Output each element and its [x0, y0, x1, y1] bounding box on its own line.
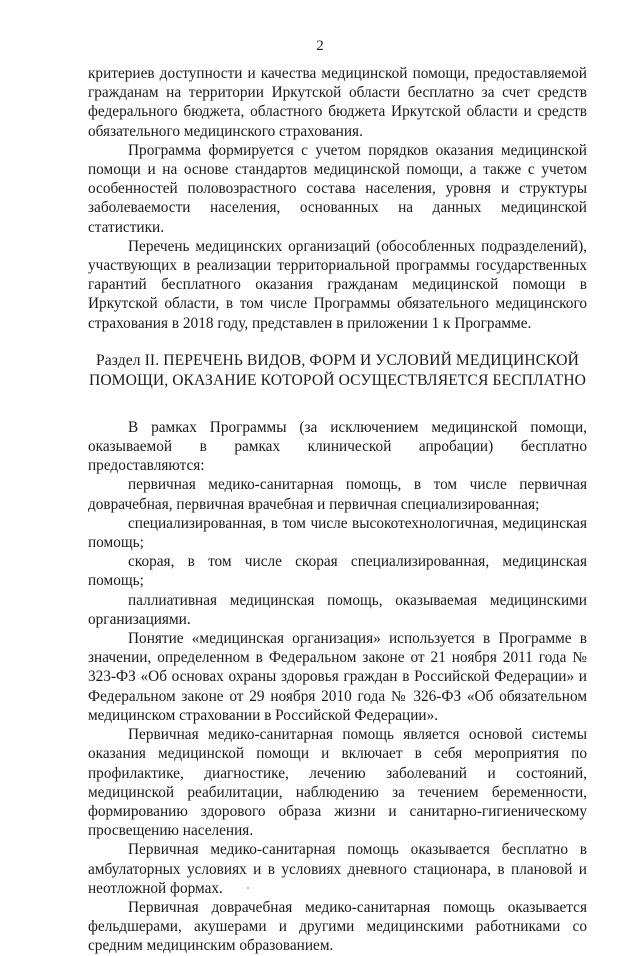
paragraph-criteria-continuation: критериев доступности и качества медицинской помощи, предоставляемой гражданам на территории Иркутской области бесплатно за счет средств федерального бюджета, областного бюджета Иркутской области и средств обязательного медицинского страхования. [88, 65, 587, 140]
paragraph-organizations-list: Перечень медицинских организаций (обособленных подразделений), участвующих в реализации территориальной программы государственных гарантий бесплатного оказания гражданам медицинской помощи в Иркутской области, в том числе Программы обязательного медицинского страхования в 2018 году, представлен в приложении 1 к Программе. [88, 237, 587, 332]
paragraph-prehospital-care: Первичная доврачебная медико-санитарная помощь оказывается фельдшерами, акушерами и другими медицинскими работниками со средним медицинским образованием. [88, 898, 587, 955]
list-item-specialized-care: специализированная, в том числе высокотехнологичная, медицинская помощь; [88, 514, 587, 552]
scan-artifact [247, 887, 249, 889]
paragraph-primary-care-basis: Первичная медико-санитарная помощь является основой системы оказания медицинской помощи и включает в себя мероприятия по профилактике, диагностике, лечению заболеваний и состояний, медицинской реабилитации, наблюдению за течением беременности, формированию здорового образа жизни и санитарно-гигиеническому просвещению населения. [88, 726, 587, 840]
list-item-primary-care: первичная медико-санитарная помощь, в том числе первичная доврачебная, первичная врачебная и первичная специализированная; [88, 476, 587, 513]
document-body [88, 64, 587, 956]
paragraph-program-formation: Программа формируется с учетом порядков оказания медицинской помощи и на основе стандартов медицинской помощи, а также с учетом особенностей половозрастного состава населения, уровня и структуры заболеваемости населения, основанных на данных медицинской статистики. [88, 141, 587, 236]
section-title-line-1: Раздел II. ПЕРЕЧЕНЬ ВИДОВ, ФОРМ И УСЛОВИЙ МЕДИЦИНСКОЙ [95, 351, 580, 369]
section-title-line-2: ПОМОЩИ, ОКАЗАНИЕ КОТОРОЙ ОСУЩЕСТВЛЯЕТСЯ БЕСПЛАТНО [88, 371, 587, 389]
list-item-emergency-care: скорая, в том числе скорая специализированная, медицинская помощь; [88, 553, 587, 590]
section-title [88, 351, 587, 391]
paragraph-medical-organization-definition: Понятие «медицинская организация» используется в Программе в значении, определенном в Федеральном законе от 21 ноября 2011 года № 323-ФЗ «Об основах охраны здоровья граждан в Российской Федерации» и Федеральном законе от 29 ноября 2010 года № 326-ФЗ «Об обязательном медицинском страховании в Российской Федерации». [88, 630, 587, 724]
paragraph-primary-care-conditions: Первичная медико-санитарная помощь оказывается бесплатно в амбулаторных условиях и в условиях дневного стационара, в плановой и неотложной формах. [88, 841, 587, 897]
list-item-palliative-care: паллиативная медицинская помощь, оказываемая медицинскими организациями. [88, 591, 587, 628]
page-number: 2 [316, 38, 324, 54]
paragraph-program-provides: В рамках Программы (за исключением медицинской помощи, оказываемой в рамках клинической апробации) бесплатно предоставляются: [88, 418, 587, 475]
